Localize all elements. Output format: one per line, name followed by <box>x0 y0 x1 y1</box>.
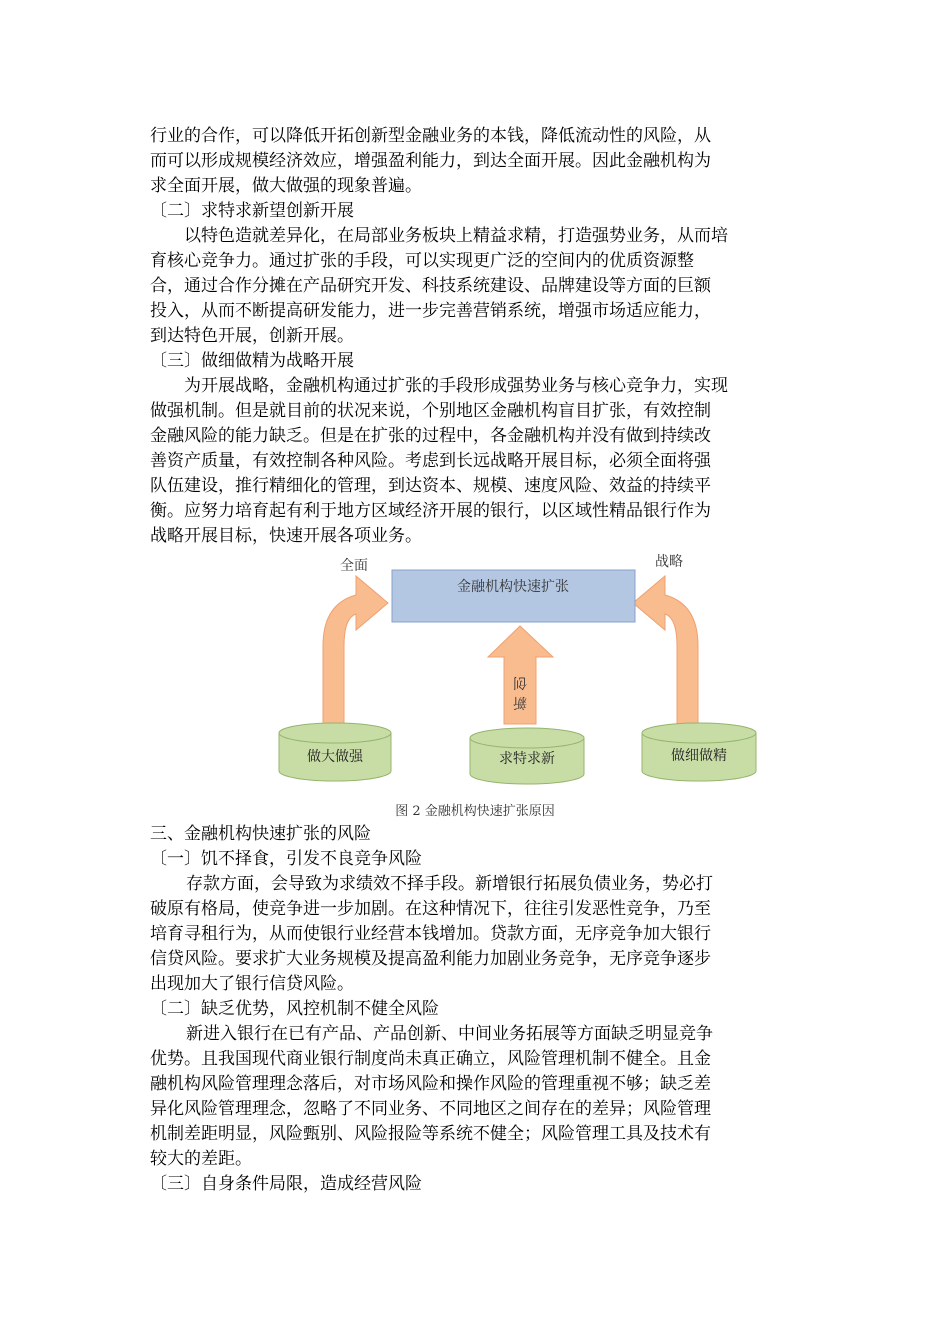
paragraph-line: 队伍建设，推行精细化的管理，到达资本、规模、速度风险、效益的持续平 <box>150 476 711 496</box>
paragraph-line: 育核心竞争力。通过扩张的手段，可以实现更广泛的空间内的优质资源整 <box>150 251 694 271</box>
cylinder-center <box>470 728 584 784</box>
paragraph-line: 合，通过合作分摊在产品研究开发、科技系统建设、品牌建设等方面的巨额 <box>150 276 711 296</box>
paragraph-line: 出现加大了银行信贷风险。 <box>150 974 354 994</box>
center-box-label: 金融机构快速扩张 <box>457 579 569 595</box>
section-heading: 〔二〕求特求新望创新开展 <box>150 201 354 221</box>
paragraph-line: 求全面开展，做大做强的现象普遍。 <box>150 176 422 196</box>
paragraph-line: 破原有格局，使竞争进一步加剧。在这种情况下，往往引发恶性竞争，乃至 <box>150 899 711 919</box>
paragraph-line: 善资产质量，有效控制各种风险。考虑到长远战略开展目标，必须全面将强 <box>150 451 711 471</box>
paragraph-line: 到达特色开展，创新开展。 <box>150 326 354 346</box>
paragraph-line: 新进入银行在已有产品、产品创新、中间业务拓展等方面缺乏明显竞争 <box>186 1024 713 1044</box>
cylinder-right <box>642 723 756 781</box>
section-heading: 〔三〕自身条件局限，造成经营风险 <box>150 1174 422 1194</box>
left-arrow-label: 全面 <box>340 558 368 574</box>
figure-caption: 图 2 金融机构快速扩张原因 <box>395 804 555 819</box>
center-box <box>392 570 635 622</box>
left-curved-arrow <box>323 576 388 724</box>
paragraph-line: 融机构风险管理理念落后，对市场风险和操作风险的管理重视不够；缺乏差 <box>150 1074 711 1094</box>
paragraph-line: 衡。应努力培育起有利于地方区域经济开展的银行，以区域性精品银行作为 <box>150 501 711 521</box>
paragraph-line: 行业的合作，可以降低开拓创新型金融业务的本钱，降低流动性的风险，从 <box>150 126 711 146</box>
paragraph-line: 金融风险的能力缺乏。但是在扩张的过程中，各金融机构并没有做到持续改 <box>150 426 711 446</box>
paragraph-line: 培育寻租行为，从而使银行业经营本钱增加。贷款方面，无序竞争加大银行 <box>150 924 711 944</box>
cylinder-left <box>279 723 391 781</box>
right-arrow-label: 战略 <box>655 554 683 570</box>
paragraph-line: 做强机制。但是就目前的状况来说，个别地区金融机构盲目扩张，有效控制 <box>150 401 711 421</box>
paragraph-line: 存款方面，会导致为求绩效不择手段。新增银行拓展负债业务，势必打 <box>186 874 713 894</box>
paragraph-line: 机制差距明显，风险甄别、风险报险等系统不健全；风险管理工具及技术有 <box>150 1124 711 1144</box>
cylinder-left-label: 做大做强 <box>307 749 363 765</box>
cylinder-center-label: 求特求新 <box>499 751 555 767</box>
paragraph-line: 投入，从而不断提高研发能力，进一步完善营销系统，增强市场适应能力， <box>150 301 711 321</box>
paragraph-line: 优势。且我国现代商业银行制度尚未真正确立，风险管理机制不健全。且金 <box>150 1049 711 1069</box>
cylinder-right-label: 做细做精 <box>671 748 727 764</box>
expansion-diagram <box>0 548 950 828</box>
paragraph-line: 信贷风险。要求扩大业务规模及提高盈利能力加剧业务竞争，无序竞争逐步 <box>150 949 711 969</box>
paragraph-line: 为开展战略，金融机构通过扩张的手段形成强势业务与核心竞争力，实现 <box>184 376 728 396</box>
paragraph-line: 异化风险管理理念，忽略了不同业务、不同地区之间存在的差异；风险管理 <box>150 1099 711 1119</box>
section-heading: 〔一〕饥不择食，引发不良竞争风险 <box>150 849 422 869</box>
section-heading-main: 三、金融机构快速扩张的风险 <box>150 824 371 844</box>
section-heading: 〔二〕缺乏优势，风控机制不健全风险 <box>150 999 439 1019</box>
paragraph-line: 战略开展目标，快速开展各项业务。 <box>150 526 422 546</box>
section-heading: 〔三〕做细做精为战略开展 <box>150 351 354 371</box>
paragraph-line: 而可以形成规模经济效应，增强盈利能力，到达全面开展。因此金融机构为 <box>150 151 711 171</box>
paragraph-line: 以特色造就差异化，在局部业务板块上精益求精，打造强势业务，从而培 <box>184 226 728 246</box>
center-arrow-label: 新创 <box>513 674 527 710</box>
right-curved-arrow <box>633 576 698 724</box>
paragraph-line: 较大的差距。 <box>150 1149 252 1169</box>
